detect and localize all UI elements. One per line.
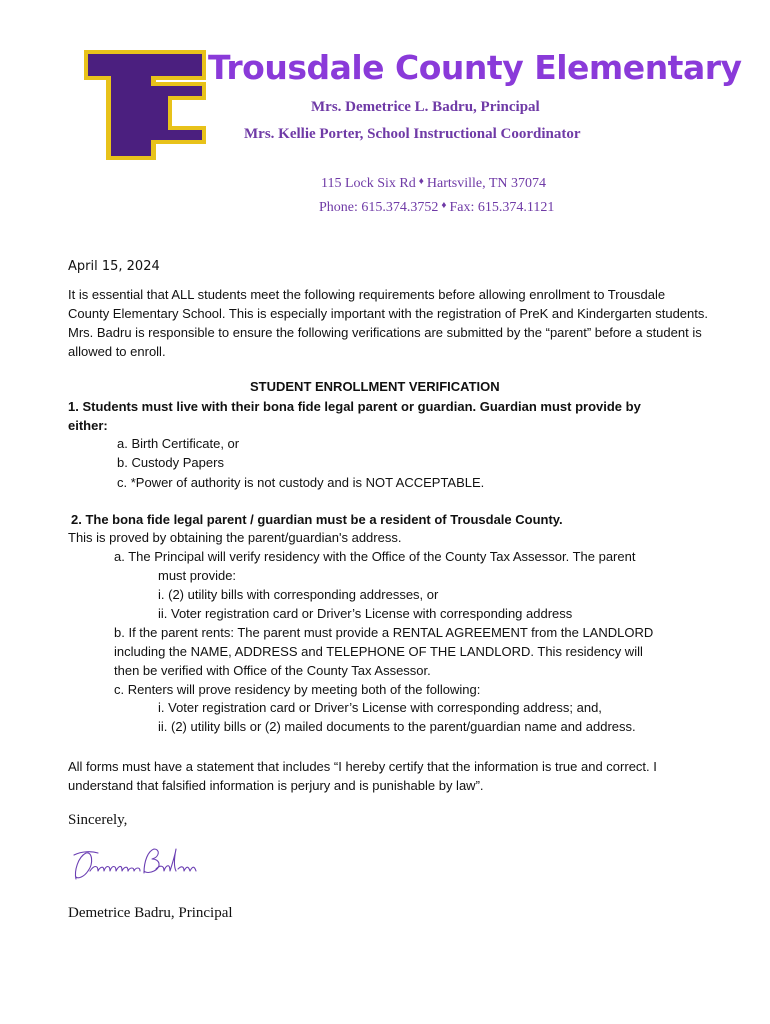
requirement-2-item-a-i: i. (2) utility bills with corresponding addresses, or (158, 587, 439, 602)
requirement-2-subtitle: This is proved by obtaining the parent/guardian's address. (68, 530, 402, 545)
requirement-2-title: 2. The bona fide legal parent / guardian must be a resident of Trousdale County. (71, 512, 563, 527)
requirement-1-item-b: b. Custody Papers (117, 455, 224, 470)
requirement-2-item-a: a. The Principal will verify residency with the Office of the County Tax Assessor. The parent (114, 549, 636, 564)
requirement-1-item-c: c. *Power of authority is not custody and is NOT ACCEPTABLE. (117, 475, 485, 490)
requirement-2-item-b: b. If the parent rents: The parent must provide a RENTAL AGREEMENT from the LANDLORD (114, 625, 654, 640)
requirement-2-item-c-ii: ii. (2) utility bills or (2) mailed documents to the parent/guardian name and address. (158, 719, 636, 734)
phone-number: Phone: 615.374.3752 (319, 200, 439, 215)
signature-image (70, 843, 202, 885)
school-logo (84, 48, 206, 160)
phone-fax-line (319, 200, 554, 216)
requirement-1-title: 1. Students must live with their bona fide legal parent or guardian. Guardian must provide by (68, 399, 641, 414)
requirement-2-item-c-i: i. Voter registration card or Driver’s License with corresponding address; and, (158, 700, 602, 715)
logo-letters: TC (84, 48, 86, 49)
sincerely: Sincerely, (68, 812, 128, 828)
address-city: Hartsville, TN 37074 (426, 176, 546, 191)
requirement-2-item-c: c. Renters will prove residency by meeting both of the following: (114, 682, 481, 697)
requirement-2-item-b-cont-2: then be verified with Office of the County Tax Assessor. (114, 663, 431, 678)
requirement-1-item-a: a. Birth Certificate, or (117, 436, 240, 451)
letter-date: April 15, 2024 (68, 259, 160, 274)
principal-name: Mrs. Demetrice L. Badru, Principal (311, 99, 540, 115)
certification-paragraph: All forms must have a statement that includes “I hereby certify that the information is true and correct. I understand that falsified information is perjury and is punishable by law”. (68, 759, 657, 793)
signature-text: Demetrice Badru (70, 843, 78, 844)
coordinator-name: Mrs. Kellie Porter, School Instructional Coordinator (244, 126, 581, 142)
school-name: Trousdale County Elementary (208, 48, 742, 87)
diamond-separator-icon: ♦ (418, 176, 424, 187)
fax-number: Fax: 615.374.1121 (449, 200, 555, 215)
diamond-separator-icon: ♦ (441, 200, 447, 211)
requirement-2-item-a-cont: must provide: (158, 568, 237, 583)
requirement-2-item-a-ii: ii. Voter registration card or Driver’s License with corresponding address (158, 606, 573, 621)
address-street: 115 Lock Six Rd (321, 176, 416, 191)
intro-paragraph: It is essential that ALL students meet the following requirements before allowing enrollment to Trousdale County Elementary School. This is especially important with the registration of PreK and Kindergarten students. Mrs. Badru is responsible to ensure the following verifications are submitted by the “parent” before a student is allowed to enroll. (68, 287, 708, 359)
address-line (321, 176, 546, 192)
section-heading: STUDENT ENROLLMENT VERIFICATION (250, 379, 500, 394)
requirement-1-title-cont: either: (68, 418, 108, 433)
requirement-2-item-b-cont-1: including the NAME, ADDRESS and TELEPHONE OF THE LANDLORD. This residency will (114, 644, 643, 659)
signoff: Demetrice Badru, Principal (68, 905, 233, 921)
